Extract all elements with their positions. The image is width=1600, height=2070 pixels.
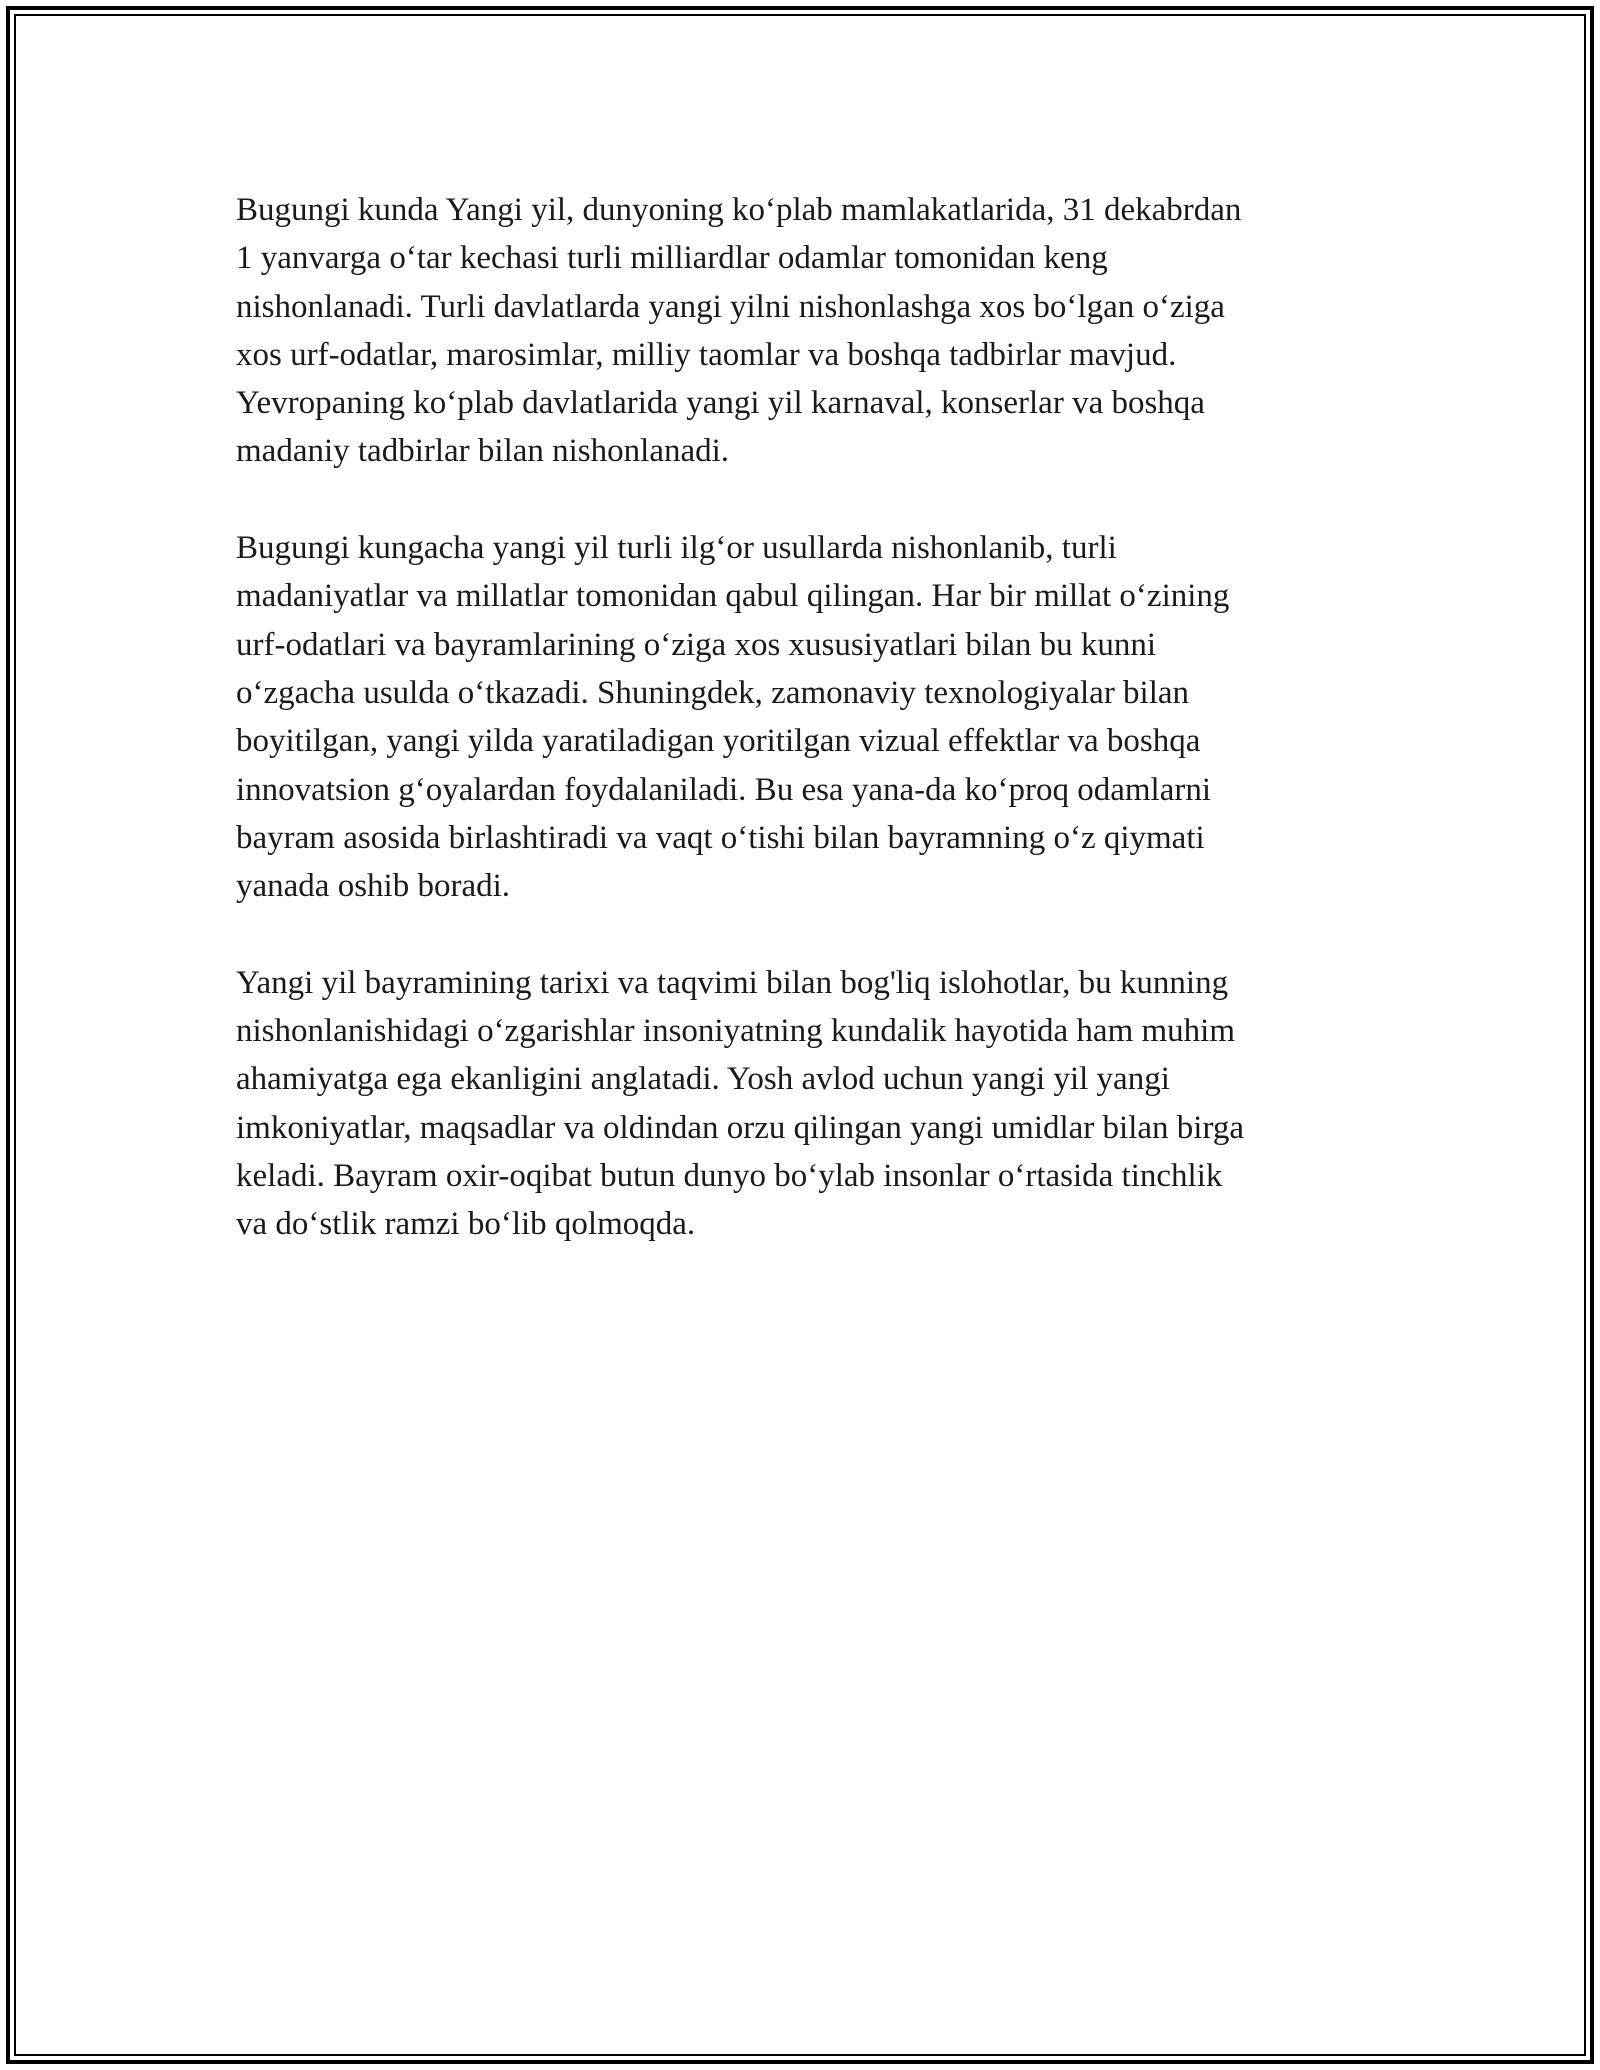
text-line: boyitilgan, yangi yilda yaratiladigan yoritilgan vizual effektlar va boshqa [236,723,1201,760]
paragraph-1 [236,186,1364,476]
text-line: Bugungi kungacha yangi yil turli ilg‘or usullarda nishonlanib, turli [236,530,1117,567]
text-line: va do‘stlik ramzi bo‘lib qolmoqda. [236,1206,696,1243]
text-line: ahamiyatga ega ekanligini anglatadi. Yosh avlod uchun yangi yil yangi [236,1061,1170,1098]
text-line: madaniyatlar va millatlar tomonidan qabul qilingan. Har bir millat o‘zining [236,578,1230,615]
text-line: imkoniyatlar, maqsadlar va oldindan orzu qilingan yangi umidlar bilan birga [236,1109,1244,1146]
text-line: 1 yanvarga o‘tar kechasi turli milliardlar odamlar tomonidan keng [236,240,1108,277]
text-line: yanada oshib boradi. [236,868,511,905]
text-line: o‘zgacha usulda o‘tkazadi. Shuningdek, zamonaviy texnologiyalar bilan [236,674,1190,711]
text-line: bayram asosida birlashtiradi va vaqt o‘tishi bilan bayramning o‘z qiymati [236,819,1205,856]
paragraph-3 [236,959,1364,1249]
text-line: keladi. Bayram oxir-oqibat butun dunyo bo‘ylab insonlar o‘rtasida tinchlik [236,1157,1223,1194]
text-line: Yangi yil bayramining tarixi va taqvimi bilan bog'liq islohotlar, bu kunning [236,964,1229,1001]
text-line: xos urf-odatlar, marosimlar, milliy taomlar va boshqa tadbirlar mavjud. [236,336,1177,373]
document-body [236,186,1364,1297]
text-line: nishonlanishidagi o‘zgarishlar insoniyatning kundalik hayotida ham muhim [236,1013,1236,1050]
text-line: madaniy tadbirlar bilan nishonlanadi. [236,433,730,470]
paragraph-2 [236,524,1364,910]
text-line: nishonlanadi. Turli davlatlarda yangi yilni nishonlashga xos bo‘lgan o‘ziga [236,288,1225,325]
text-line: Bugungi kunda Yangi yil, dunyoning ko‘plab mamlakatlarida, 31 dekabrdan [236,192,1242,228]
text-line: Yevropaning ko‘plab davlatlarida yangi yil karnaval, konserlar va boshqa [236,385,1205,422]
text-line: innovatsion g‘oyalardan foydalaniladi. Bu esa yana-da ko‘proq odamlarni [236,771,1212,808]
text-line: urf-odatlari va bayramlarining o‘ziga xos xususiyatlari bilan bu kunni [236,626,1157,663]
